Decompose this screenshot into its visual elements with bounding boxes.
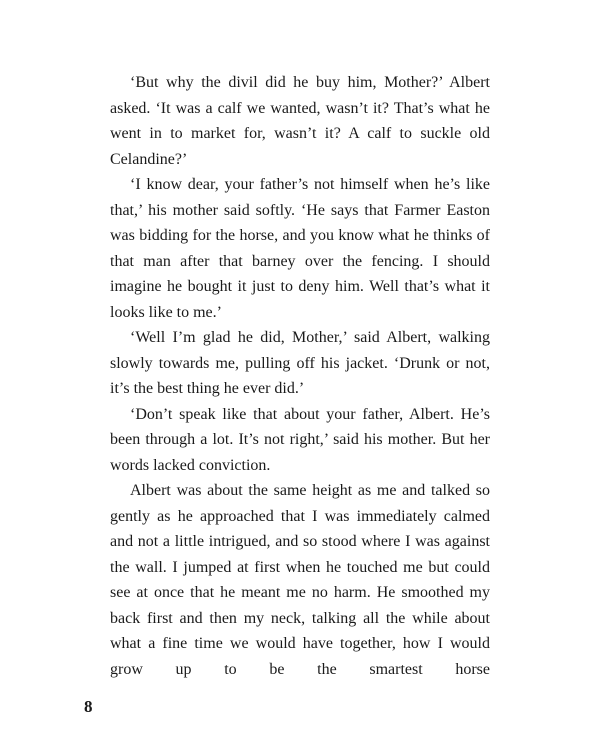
paragraph-1: ‘But why the divil did he buy him, Mother?’ Albert asked. ‘It was a calf we wanted, wasn’t it? That’s what he went in to market for, wasn’t it? A calf to suckle old Celandine?’	[110, 74, 490, 168]
page-number: 8	[84, 697, 93, 716]
paragraph-5: Albert was about the same height as me and talked so gently as he approached that I was immediately calmed and not a little intrigued, and so stood where I was against the wall. I jumped at first when he touched me but could see at once that he meant me no harm. He smoothed my back first and then my neck, talking all the while about what a fine time we would have together, how I would grow up to be the smartest horse	[110, 482, 490, 678]
body-text	[110, 70, 490, 682]
paragraph-3: ‘Well I’m glad he did, Mother,’ said Albert, walking slowly towards me, pulling off his jacket. ‘Drunk or not, it’s the best thing he ever did.’	[110, 329, 490, 397]
paragraph-4: ‘Don’t speak like that about your father, Albert. He’s been through a lot. It’s not right,’ said his mother. But her words lacked conviction.	[110, 405, 490, 474]
paragraph-2: ‘I know dear, your father’s not himself when he’s like that,’ his mother said softly. ‘He says that Farmer Easton was bidding for the horse, and you know what he thinks of that man after that barney over the fencing. I should imagine he bought it just to deny him. Well that’s what it looks like to me.’	[110, 176, 490, 321]
